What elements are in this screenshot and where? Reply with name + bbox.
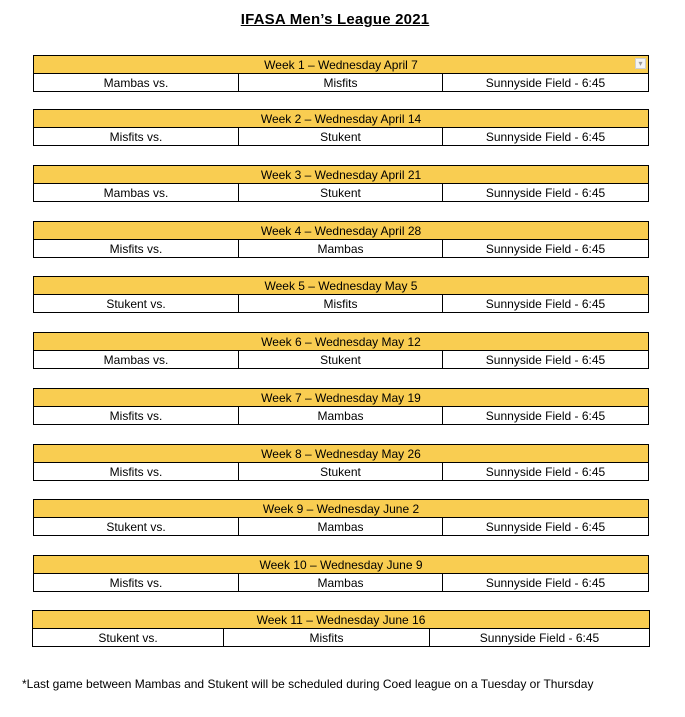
team-home: Misfits vs. bbox=[34, 407, 239, 425]
team-home: Mambas vs. bbox=[34, 184, 239, 202]
match-location: Sunnyside Field - 6:45 bbox=[443, 574, 649, 592]
team-home: Misfits vs. bbox=[34, 128, 239, 146]
team-away: Stukent bbox=[239, 351, 443, 369]
week-table-5 bbox=[33, 276, 649, 313]
week-table-9 bbox=[33, 499, 649, 536]
week-table-10 bbox=[33, 555, 649, 592]
match-row bbox=[34, 407, 649, 425]
week-table-6 bbox=[33, 332, 649, 369]
match-location: Sunnyside Field - 6:45 bbox=[443, 128, 649, 146]
week-table-7 bbox=[33, 388, 649, 425]
team-away: Mambas bbox=[239, 407, 443, 425]
week-header: Week 5 – Wednesday May 5 bbox=[34, 277, 649, 295]
week-table-3 bbox=[33, 165, 649, 202]
page-title: IFASA Men’s League 2021 bbox=[240, 11, 430, 28]
match-row bbox=[34, 240, 649, 258]
week-header: Week 7 – Wednesday May 19 bbox=[34, 389, 649, 407]
team-away: Misfits bbox=[224, 629, 430, 647]
dropdown-filter-icon[interactable]: ▾ bbox=[635, 58, 646, 69]
week-header bbox=[34, 56, 649, 74]
week-header-label: Week 1 – Wednesday April 7 bbox=[264, 57, 418, 72]
team-away: Mambas bbox=[239, 518, 443, 536]
team-home: Stukent vs. bbox=[34, 295, 239, 313]
team-home: Stukent vs. bbox=[33, 629, 224, 647]
team-away: Stukent bbox=[239, 463, 443, 481]
team-away: Misfits bbox=[239, 74, 443, 92]
team-home: Mambas vs. bbox=[34, 351, 239, 369]
week-header: Week 11 – Wednesday June 16 bbox=[33, 611, 650, 629]
team-away: Stukent bbox=[239, 128, 443, 146]
team-home: Misfits vs. bbox=[34, 240, 239, 258]
week-table-8 bbox=[33, 444, 649, 481]
team-home: Misfits vs. bbox=[34, 463, 239, 481]
week-table-1 bbox=[33, 55, 649, 92]
team-home: Mambas vs. bbox=[34, 74, 239, 92]
match-row bbox=[34, 518, 649, 536]
team-away: Stukent bbox=[239, 184, 443, 202]
week-header: Week 2 – Wednesday April 14 bbox=[34, 110, 649, 128]
match-row bbox=[34, 574, 649, 592]
match-row bbox=[34, 74, 649, 92]
week-table-11 bbox=[32, 610, 650, 647]
match-location: Sunnyside Field - 6:45 bbox=[443, 74, 649, 92]
week-table-4 bbox=[33, 221, 649, 258]
week-header: Week 8 – Wednesday May 26 bbox=[34, 445, 649, 463]
match-location: Sunnyside Field - 6:45 bbox=[443, 295, 649, 313]
match-location: Sunnyside Field - 6:45 bbox=[443, 184, 649, 202]
match-location: Sunnyside Field - 6:45 bbox=[443, 407, 649, 425]
week-header: Week 10 – Wednesday June 9 bbox=[34, 556, 649, 574]
match-row bbox=[34, 351, 649, 369]
match-row bbox=[34, 128, 649, 146]
team-home: Stukent vs. bbox=[34, 518, 239, 536]
week-header: Week 4 – Wednesday April 28 bbox=[34, 222, 649, 240]
team-away: Mambas bbox=[239, 240, 443, 258]
match-location: Sunnyside Field - 6:45 bbox=[443, 463, 649, 481]
match-row bbox=[34, 184, 649, 202]
team-home: Misfits vs. bbox=[34, 574, 239, 592]
match-location: Sunnyside Field - 6:45 bbox=[443, 351, 649, 369]
week-table-2 bbox=[33, 109, 649, 146]
week-header: Week 9 – Wednesday June 2 bbox=[34, 500, 649, 518]
week-header: Week 3 – Wednesday April 21 bbox=[34, 166, 649, 184]
team-away: Mambas bbox=[239, 574, 443, 592]
match-row bbox=[34, 463, 649, 481]
match-location: Sunnyside Field - 6:45 bbox=[430, 629, 650, 647]
match-row bbox=[34, 295, 649, 313]
team-away: Misfits bbox=[239, 295, 443, 313]
match-location: Sunnyside Field - 6:45 bbox=[443, 240, 649, 258]
match-location: Sunnyside Field - 6:45 bbox=[443, 518, 649, 536]
footnote: *Last game between Mambas and Stukent will be scheduled during Coed league on a Tuesday or Thursday bbox=[22, 677, 594, 691]
match-row bbox=[33, 629, 650, 647]
week-header: Week 6 – Wednesday May 12 bbox=[34, 333, 649, 351]
